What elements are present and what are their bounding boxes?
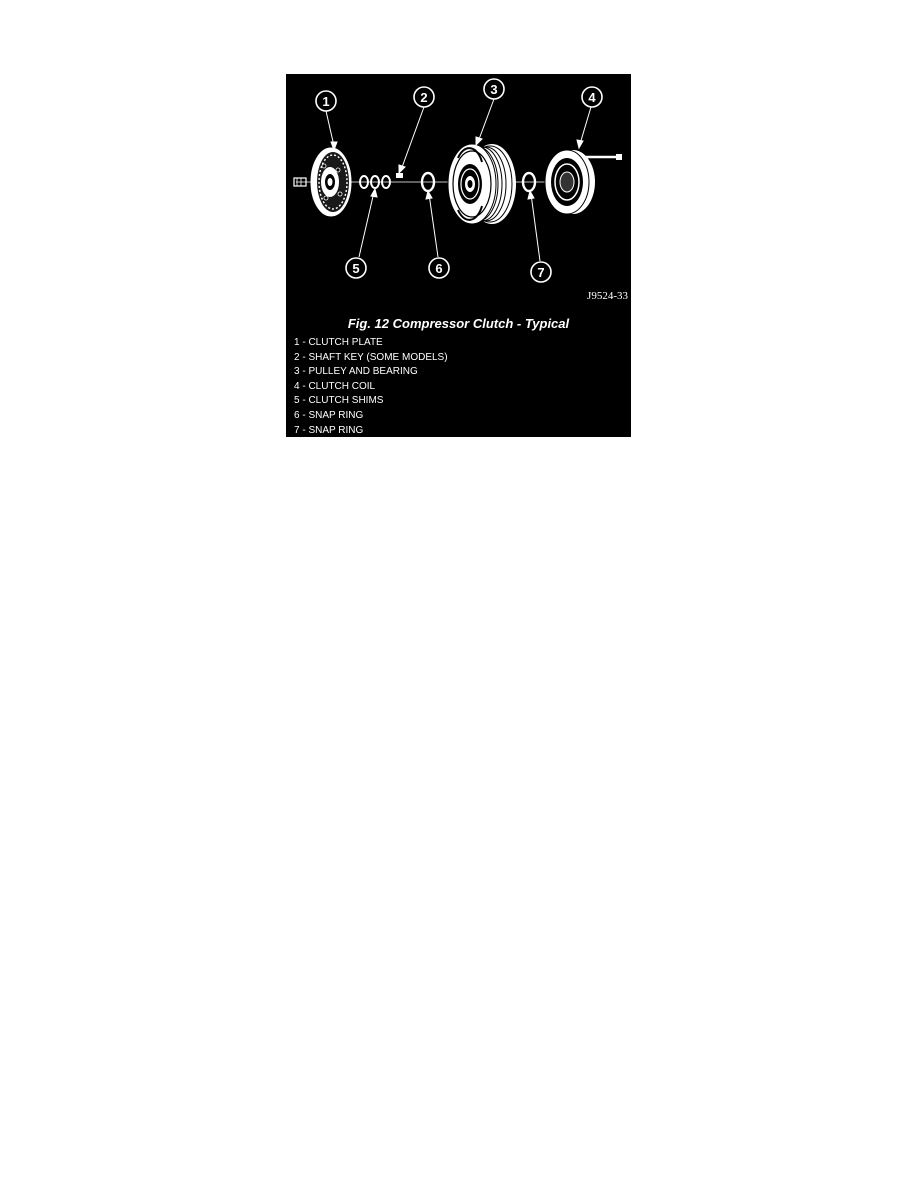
clutch-coil-part (545, 150, 622, 214)
callout-5-label: 5 (352, 261, 360, 276)
callout-6-label: 6 (435, 261, 443, 276)
callout-7-label: 7 (537, 265, 545, 280)
legend-item: 3 - PULLEY AND BEARING (294, 366, 418, 378)
callout-1-label: 1 (322, 94, 330, 109)
pulley-and-bearing-part (448, 144, 516, 224)
parts-legend (294, 336, 448, 437)
legend-item: 4 - CLUTCH COIL (294, 380, 376, 392)
callout-3-label: 3 (490, 82, 498, 97)
figure-id: J9524-33 (587, 290, 628, 302)
legend-item: 6 - SNAP RING (294, 409, 364, 421)
clutch-plate-part (311, 148, 351, 216)
callout-4-label: 4 (588, 90, 596, 105)
legend-item: 5 - CLUTCH SHIMS (294, 395, 384, 407)
legend-item: 7 - SNAP RING (294, 424, 364, 436)
legend-item: 1 - CLUTCH PLATE (294, 337, 383, 348)
figure-caption: Fig. 12 Compressor Clutch - Typical (347, 316, 570, 331)
callout-2-label: 2 (420, 90, 428, 105)
compressor-clutch-figure (286, 74, 631, 437)
shaft-key-part (396, 173, 403, 178)
legend-item: 2 - SHAFT KEY (SOME MODELS) (294, 351, 448, 363)
